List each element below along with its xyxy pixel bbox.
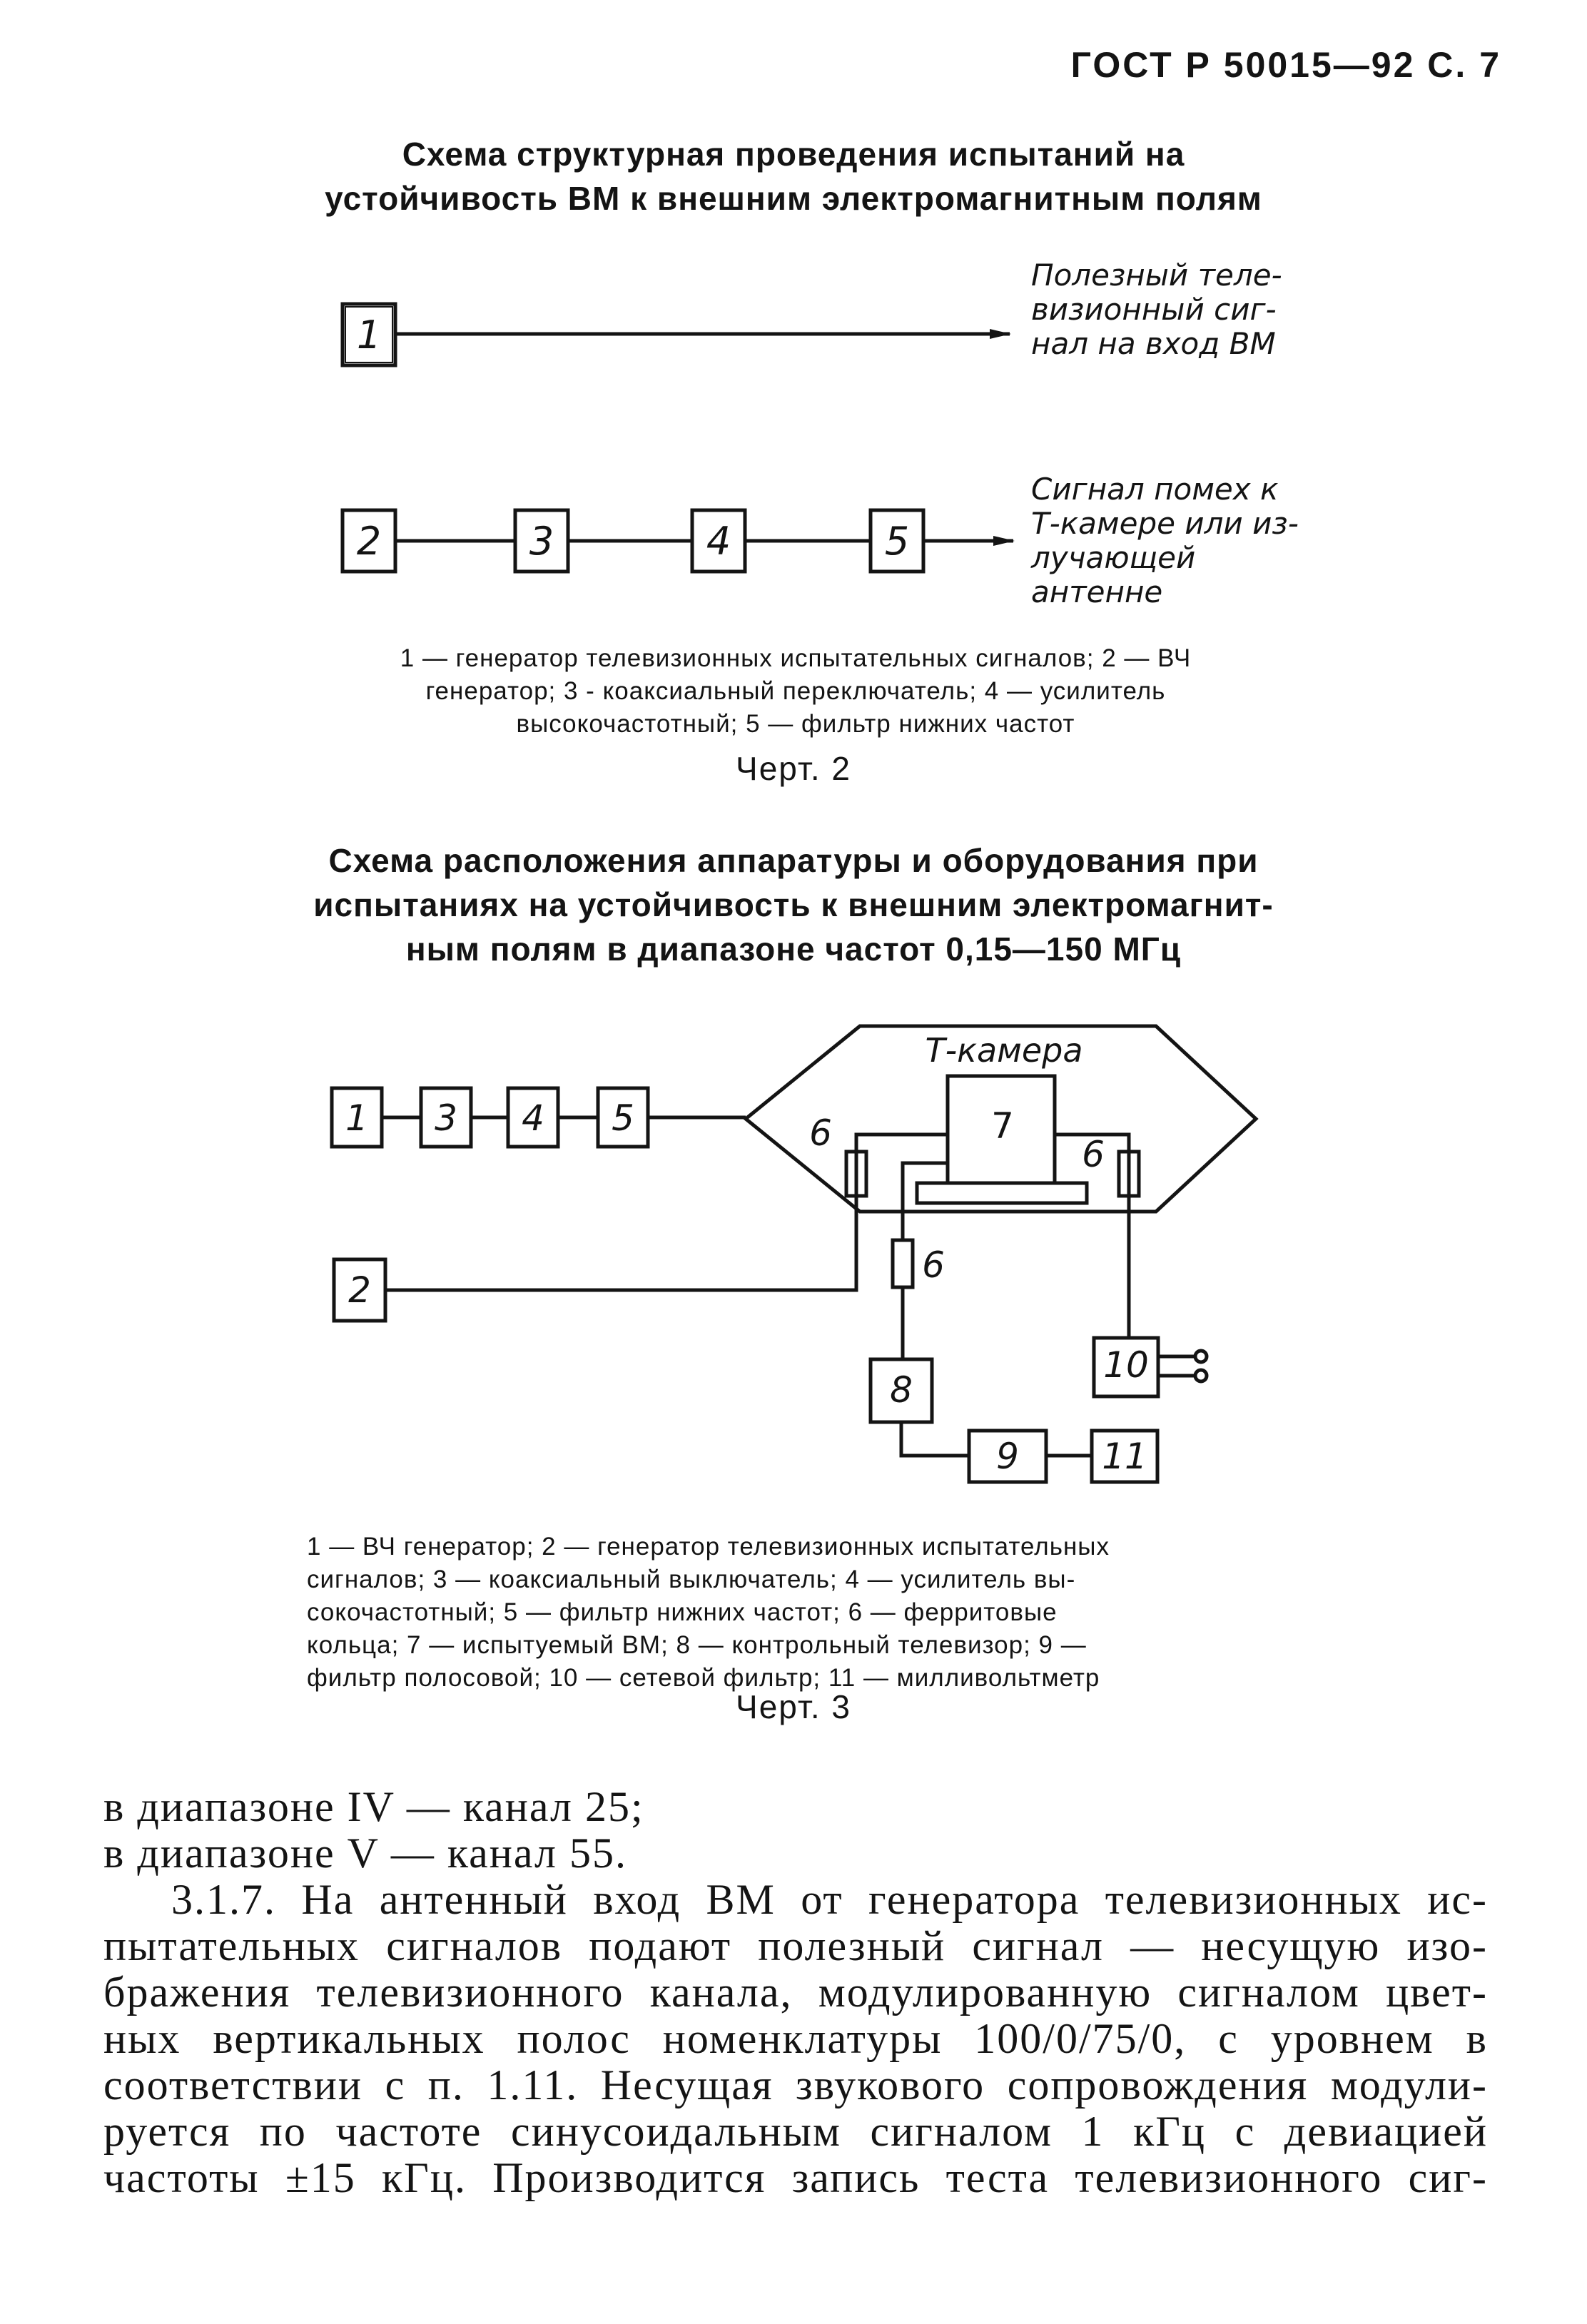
fig3-label-10: 10 [1103,1344,1149,1386]
figure3-title-line: Схема расположения аппаратуры и оборудования при [328,842,1259,879]
figure2-title-line: Схема структурная проведения испытаний на [402,136,1185,173]
fig2-note2: лучающей [1031,540,1196,575]
fig3-label-5: 5 [612,1097,634,1139]
caption-line: кольца; 7 — испытуемый ВМ; 8 — контрольный телевизор; 9 — [307,1631,1087,1659]
figure3-title-line: испытаниях на устойчивость к внешним электромагнит- [313,886,1274,923]
fig2-note2: Т-камере или из- [1031,506,1299,541]
caption-line: фильтр полосовой; 10 — сетевой фильтр; 11 — милливольтметр [307,1664,1100,1692]
fig3-ring-label: 6 [1082,1134,1105,1175]
fig2-note1: нал на вход ВМ [1031,326,1276,361]
figure3-caption [307,1531,1284,1695]
figure2-label: Черт. 2 [736,750,851,787]
body-line: ных вертикальных полос номенклатуры 100/0/75/0, с уровнем в [103,2015,1488,2062]
fig3-label-8: 8 [890,1369,913,1411]
fig3-ferrite-ring-bottom [893,1240,913,1287]
body-line: пытательных сигналов подают полезный сигнал — несущую изо- [103,1922,1488,1969]
t-chamber-label: Т-камера [925,1031,1083,1070]
fig3-label-11: 11 [1102,1436,1147,1477]
fig2-note2: антенне [1031,574,1163,609]
body-line: в диапазоне V — канал 55. [103,1830,627,1877]
fig3-label-4: 4 [522,1097,544,1139]
fig3-label-3: 3 [435,1097,457,1139]
body-line: в диапазоне IV — канал 25; [103,1783,644,1830]
caption-line: 1 — ВЧ генератор; 2 — генератор телевизионных испытательных [307,1533,1110,1561]
fig3-ring-label: 6 [922,1244,945,1286]
body-line: соответствии с п. 1.11. Несущая звукового сопровождения модули- [103,2061,1488,2109]
fig2-label-3: 3 [529,519,554,564]
figure3-title-line: ным полям в диапазоне частот 0,15—150 МГц [405,930,1182,968]
caption-line: высокочастотный; 5 — фильтр нижних частот [516,710,1075,738]
body-text [103,1784,1488,2201]
fig2-label-5: 5 [884,519,910,564]
fig3-ring-label: 6 [809,1112,832,1154]
fig2-label-2: 2 [356,519,382,564]
fig3-platform [917,1183,1087,1203]
body-line: бражения телевизионного канала, модулированную сигналом цвет- [103,1969,1488,2016]
page-header: ГОСТ Р 50015—92 С. 7 [1070,45,1501,85]
body-line: 3.1.7. На антенный вход ВМ от генератора телевизионных ис- [171,1876,1488,1923]
fig2-note1: Полезный теле- [1031,258,1282,293]
fig3-label-2: 2 [348,1269,371,1311]
figure2-title [0,132,1587,220]
figure2-title-line: устойчивость ВМ к внешним электромагнитным полям [325,180,1262,217]
fig2-note2: Сигнал помех к [1031,472,1279,507]
figure3-title [0,838,1587,971]
caption-line: 1 — генератор телевизионных испытательных сигналов; 2 — ВЧ [400,644,1192,672]
figure2-block-diagram [0,243,1587,621]
fig3-label-9: 9 [996,1436,1019,1477]
caption-line: сигналов; 3 — коаксиальный выключатель; 4 — усилитель вы- [307,1566,1076,1593]
figure2-caption [307,642,1284,741]
fig2-note1: визионный сиг- [1031,292,1277,327]
caption-line: сокочастотный; 5 — фильтр нижних частот; 6 — ферритовые [307,1598,1058,1626]
fig2-label-4: 4 [706,519,731,564]
figure3-label: Черт. 3 [736,1688,851,1725]
body-line: частоты ±15 кГц. Производится запись теста телевизионного сиг- [103,2154,1488,2201]
figure3-equipment-layout [0,1013,1587,1527]
fig3-label-7: 7 [991,1105,1014,1147]
body-line: руется по частоте синусоидальным сигналом 1 кГц с девиацией [103,2108,1488,2155]
fig3-label-1: 1 [345,1097,368,1139]
fig2-label-1: 1 [356,313,382,357]
caption-line: генератор; 3 - коаксиальный переключатель; 4 — усилитель [425,677,1166,705]
